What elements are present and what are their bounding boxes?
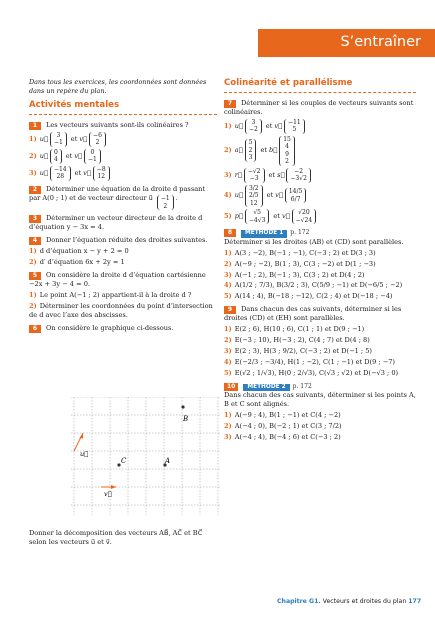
exercise-item [224, 281, 416, 290]
footer-title: Vecteurs et droites du plan [322, 598, 407, 605]
item-label: 4) [224, 357, 232, 366]
exercise-text: Déterminer un vecteur directeur de la droite d d’équation y − 3x = 4. [29, 214, 203, 232]
item-label: 5) [224, 368, 232, 377]
vector-pair-item: 5) p⃗ √5 −4√3 et v⃗ √20 −√24 [224, 209, 416, 224]
vector-pair-item: 3) r⃗ −√2 −3 et s⃗ −2 −3√2 [224, 168, 416, 183]
right-column [224, 78, 416, 446]
item-text: A(−4 ; 0), B(−2 ; 1) et C(3 ; 7/2) [234, 422, 342, 431]
item-text: E(−3 ; 10), H(−3 ; 2), C(4 ; 7) et D(4 ; 8) [234, 336, 370, 345]
vector-coord: −1 [88, 156, 97, 164]
vector-name: u⃗ [234, 191, 243, 200]
vector-pair-item: 2) u⃗ 0 4 et v⃗ 0 −1 [29, 149, 217, 164]
exercise-3 [29, 214, 217, 232]
exercise-2: 2 Déterminer une équation de la droite d passant par A(0 ; 1) et de vecteur directeur u⃗ −1 2 . [29, 184, 206, 210]
vector-name: p⃗ [234, 212, 243, 221]
item-label: 2) [224, 422, 232, 431]
exercise-item [29, 258, 217, 267]
exercise-text: Déterminer si les couples de vecteurs suivants sont colinéaires. [224, 98, 414, 116]
vector-name: v⃗ [74, 152, 83, 161]
section-heading-colinearity: Colinéarité et parallélisme [224, 78, 416, 93]
item-label: 3) [224, 347, 232, 355]
exercise-number: 8 [224, 229, 236, 237]
column-vector [245, 209, 270, 224]
vector-coord: 6/7 [290, 195, 301, 203]
method-badge[interactable]: MÉTHODE 1 [241, 230, 287, 238]
vector-coord: 4 [53, 156, 58, 164]
vector-coord: 2 [163, 202, 168, 210]
vector-coord: 2 [95, 139, 100, 147]
exercise-item [224, 336, 416, 345]
exercise-number: 4 [29, 237, 41, 245]
exercise-text: Dans chacun des cas suivants, déterminer si les points A, B et C sont alignés. [224, 391, 416, 409]
vector-coord: 2 [248, 146, 253, 154]
vector-coord: −1 [160, 195, 170, 203]
item-text: E(−2/3 ; −3/4), H(1 ; −2), C(1 ; −1) et D(9 ; −7) [234, 357, 395, 366]
item-text: A(−9 ; −2), B(1 ; 3), C(3 ; −2) et D(1 ; −3) [234, 259, 376, 268]
vector-name: a⃗ [234, 146, 243, 155]
exercise-item [224, 260, 416, 269]
item-label: 3) [224, 433, 232, 442]
item-text: Déterminer les coordonnées du point d’intersection de d avec l’axe des abscisses. [29, 301, 213, 319]
item-label: 2) [224, 259, 232, 268]
vector-name: v⃗ [83, 169, 91, 178]
direction-vector [157, 195, 174, 210]
label-a: A [165, 457, 171, 465]
vector-coord: 15 [283, 135, 291, 143]
vector-pair-item: 4) u⃗ 3/2 2/5 12 et v⃗ 14/5 6/7 [224, 185, 416, 208]
exercise-number: 10 [224, 383, 238, 391]
item-text: A(1/2 ; 7/3), B(3/2 ; 3), C(5/9 ; −1) et D(−6/5 ; −2) [234, 281, 403, 290]
vector-grid-figure [71, 397, 221, 515]
vector-coord: √20 [298, 209, 310, 217]
vector-coord: −3 [249, 175, 259, 183]
exercise-number: 1 [29, 122, 41, 130]
item-label: 1) [224, 121, 232, 130]
vector-coord: 5 [248, 139, 253, 147]
column-vector [244, 168, 265, 183]
exercise-item [224, 347, 416, 356]
item-label: 2) [224, 146, 232, 155]
exercise-number: 5 [29, 272, 41, 280]
vector-name: u⃗ [234, 121, 243, 130]
vector-name: u⃗ [39, 152, 48, 161]
exercise-text: Dans chacun des cas suivants, déterminer si les droites (CD) et (EH) sont parallèles. [224, 305, 402, 323]
page-reference: p. 172 [292, 382, 312, 390]
column-vector [245, 119, 262, 134]
item-label: 4) [224, 191, 232, 200]
exercise-number: 3 [29, 215, 41, 223]
item-label: 2) [29, 152, 37, 161]
vector-name: v⃗ [79, 135, 88, 144]
banner-title: S’entraîner [340, 34, 421, 50]
exercise-7 [224, 99, 416, 224]
exercise-item [29, 291, 217, 300]
vector-coord: −3√2 [290, 175, 307, 183]
vector-pair-item: 1) u⃗ 3 −2 et v⃗ −11 5 [224, 119, 416, 134]
column-vector [285, 188, 306, 203]
exercise-6-question [29, 529, 217, 547]
vector-coord: 3/2 [248, 184, 259, 192]
exercise-item [224, 358, 416, 367]
column-vector [286, 168, 311, 183]
exercise-item [224, 249, 416, 258]
vector-v-arrowhead [111, 485, 116, 489]
exercise-9 [224, 305, 416, 377]
exercise-item [224, 325, 416, 334]
vector-coord: −8 [96, 165, 106, 173]
exercise-4 [29, 236, 217, 267]
vector-name: b⃗ [269, 146, 278, 155]
vector-name: v⃗ [275, 191, 283, 200]
exercise-6 [29, 324, 217, 333]
left-column [29, 78, 217, 337]
column-vector [89, 132, 106, 147]
column-vector [292, 209, 317, 224]
point-b [181, 405, 184, 408]
column-vector [93, 166, 110, 181]
exercise-text: Les vecteurs suivants sont-ils colinéaires ? [46, 120, 189, 129]
item-label: 1) [224, 411, 232, 420]
exercise-item [224, 369, 416, 378]
vector-coord: 5 [292, 126, 297, 134]
item-text: A(−9 ; 4), B(1 ; −1) et C(4 ; −2) [234, 411, 341, 420]
exercise-item [29, 302, 217, 320]
page-reference: p. 172 [290, 229, 310, 237]
vector-name: u⃗ [39, 169, 48, 178]
item-text: A(3 ; −2), B(−1 ; −1), C(−3 ; 2) et D(3 ; 3) [234, 248, 376, 257]
vector-coord: 2/5 [248, 192, 259, 200]
section-heading-mental: Activités mentales [29, 100, 217, 115]
vector-coord: 9 [285, 150, 289, 158]
label-v: v⃗ [104, 490, 112, 498]
vector-coord: 3 [248, 154, 253, 162]
column-vector [50, 149, 62, 164]
exercise-5 [29, 271, 217, 320]
item-label: 5) [224, 212, 232, 221]
vector-name: s⃗ [277, 170, 285, 179]
vector-pair-item: 2) a⃗ 5 2 3 et b⃗ 15 4 9 2 [224, 136, 416, 166]
vector-pair-item: 3) u⃗ −14 28 et v⃗ −8 12 [29, 166, 217, 181]
page-footer [277, 598, 421, 606]
exercise-item [224, 422, 416, 431]
vector-coord: 4 [285, 143, 289, 151]
vector-name: v⃗ [281, 212, 290, 221]
exercise-text: On considère le graphique ci-dessous. [46, 323, 174, 332]
vector-coord: 14/5 [288, 188, 303, 196]
vector-coord: −2 [248, 126, 258, 134]
vector-coord: −√2 [247, 167, 261, 175]
item-text: E(√2 ; 1/√3), H(0 ; 2/√3), C(√3 ; √2) et D(−√3 ; 0) [234, 368, 399, 377]
vector-coord: 2 [285, 158, 289, 166]
exercise-10 [224, 382, 416, 442]
vector-coord: −1 [53, 139, 63, 147]
label-b: B [183, 415, 189, 423]
vector-name: u⃗ [39, 135, 48, 144]
item-label: 3) [224, 170, 232, 179]
vector-coord: 28 [56, 173, 65, 181]
vector-coord: −2 [294, 167, 304, 175]
item-label: 4) [224, 281, 232, 290]
item-label: 2) [224, 336, 232, 345]
vector-coord: −6 [93, 131, 102, 139]
item-text: A(−1 ; 2), B(−1 ; 3), C(3 ; 2) et D(4 ; 2) [234, 270, 365, 279]
vector-name: v⃗ [274, 121, 283, 130]
item-text: A(−4 ; 4), B(−4 ; 6) et C(−3 ; 2) [234, 433, 341, 442]
exercise-text: Déterminer si les droites (AB) et (CD) sont parallèles. [224, 237, 404, 246]
column-vector [84, 149, 101, 164]
vector-coord: √5 [253, 209, 261, 217]
exercise-item [224, 271, 416, 280]
column-vector [245, 185, 263, 208]
exercise-1 [29, 121, 217, 181]
vector-coord: 0 [90, 148, 95, 156]
vector-coord: 12 [97, 173, 106, 181]
exercise-item [224, 292, 416, 301]
item-text: E(2 ; 6), H(10 ; 6), C(1 ; 1) et D(9 ; −1) [234, 325, 365, 334]
item-text: d d’équation x − y + 2 = 0 [39, 247, 129, 256]
item-text: Le point A(−1 ; 2) appartient-il à la droite d ? [39, 290, 192, 299]
exercise-text: Donner l’équation réduite des droites suivantes. [46, 236, 208, 245]
vector-name: r⃗ [234, 170, 242, 179]
label-c: C [121, 457, 127, 465]
vector-coord: −4√3 [248, 216, 266, 224]
item-text: E(2 ; 3), H(3 ; 9/2), C(−3 ; 2) et D(−1 ; 5) [234, 347, 373, 355]
vector-coord: 3 [251, 118, 256, 126]
footer-chapter: Chapitre G1. [277, 598, 321, 605]
vector-coord: −11 [288, 118, 301, 126]
item-label: 1) [29, 247, 37, 256]
intro-text: Dans tous les exercices, les coordonnées sont données dans un repère du plan. [29, 78, 207, 95]
vector-coord: 0 [53, 148, 58, 156]
item-label: 1) [224, 325, 232, 334]
vector-coord: −√24 [295, 216, 313, 224]
item-label: 2) [29, 258, 37, 267]
exercise-item [29, 247, 217, 256]
column-vector [245, 139, 257, 162]
column-vector [284, 119, 305, 134]
vector-pair-item: 1) u⃗ 3 −1 et v⃗ −6 2 [29, 132, 217, 147]
vector-coord: 12 [249, 199, 258, 207]
column-vector [50, 132, 67, 147]
chapter-banner [258, 29, 435, 57]
vector-u-arrowhead [80, 433, 84, 438]
exercise-text: Déterminer une équation de la droite d passant par A(0 ; 1) et de vecteur directeur u⃗ [29, 184, 206, 203]
item-label: 2) [29, 301, 37, 310]
item-text: A(14 ; 4), B(−18 ; −12), C(2 ; 4) et D(−18 ; −4) [234, 292, 393, 301]
exercise-text: On considère la droite d d’équation cartésienne −2x + 3y − 4 = 0. [29, 270, 206, 289]
item-label: 3) [224, 270, 232, 279]
label-u: u⃗ [80, 450, 89, 458]
item-label: 1) [29, 290, 37, 299]
vector-coord: 3 [56, 131, 61, 139]
exercise-number: 2 [29, 186, 41, 194]
exercise-8 [224, 228, 416, 301]
question-text: Donner la décomposition des vecteurs AB⃗, AC⃗ et BC⃗ selon les vecteurs u⃗ et v⃗. [29, 529, 203, 546]
item-label: 5) [224, 292, 232, 301]
item-text: d′ d’équation 6x + 2y = 1 [39, 258, 125, 267]
item-label: 1) [29, 135, 37, 144]
method-badge[interactable]: MÉTHODE 2 [243, 384, 289, 392]
item-label: 1) [224, 248, 232, 257]
exercise-number: 9 [224, 306, 236, 314]
exercise-item [224, 433, 416, 442]
exercise-number: 7 [224, 100, 236, 108]
page-number: 177 [408, 598, 422, 605]
column-vector [279, 136, 295, 166]
column-vector [50, 166, 71, 181]
exercise-item [224, 411, 416, 420]
item-label: 3) [29, 169, 37, 178]
vector-coord: −14 [53, 165, 67, 173]
exercise-number: 6 [29, 325, 41, 333]
